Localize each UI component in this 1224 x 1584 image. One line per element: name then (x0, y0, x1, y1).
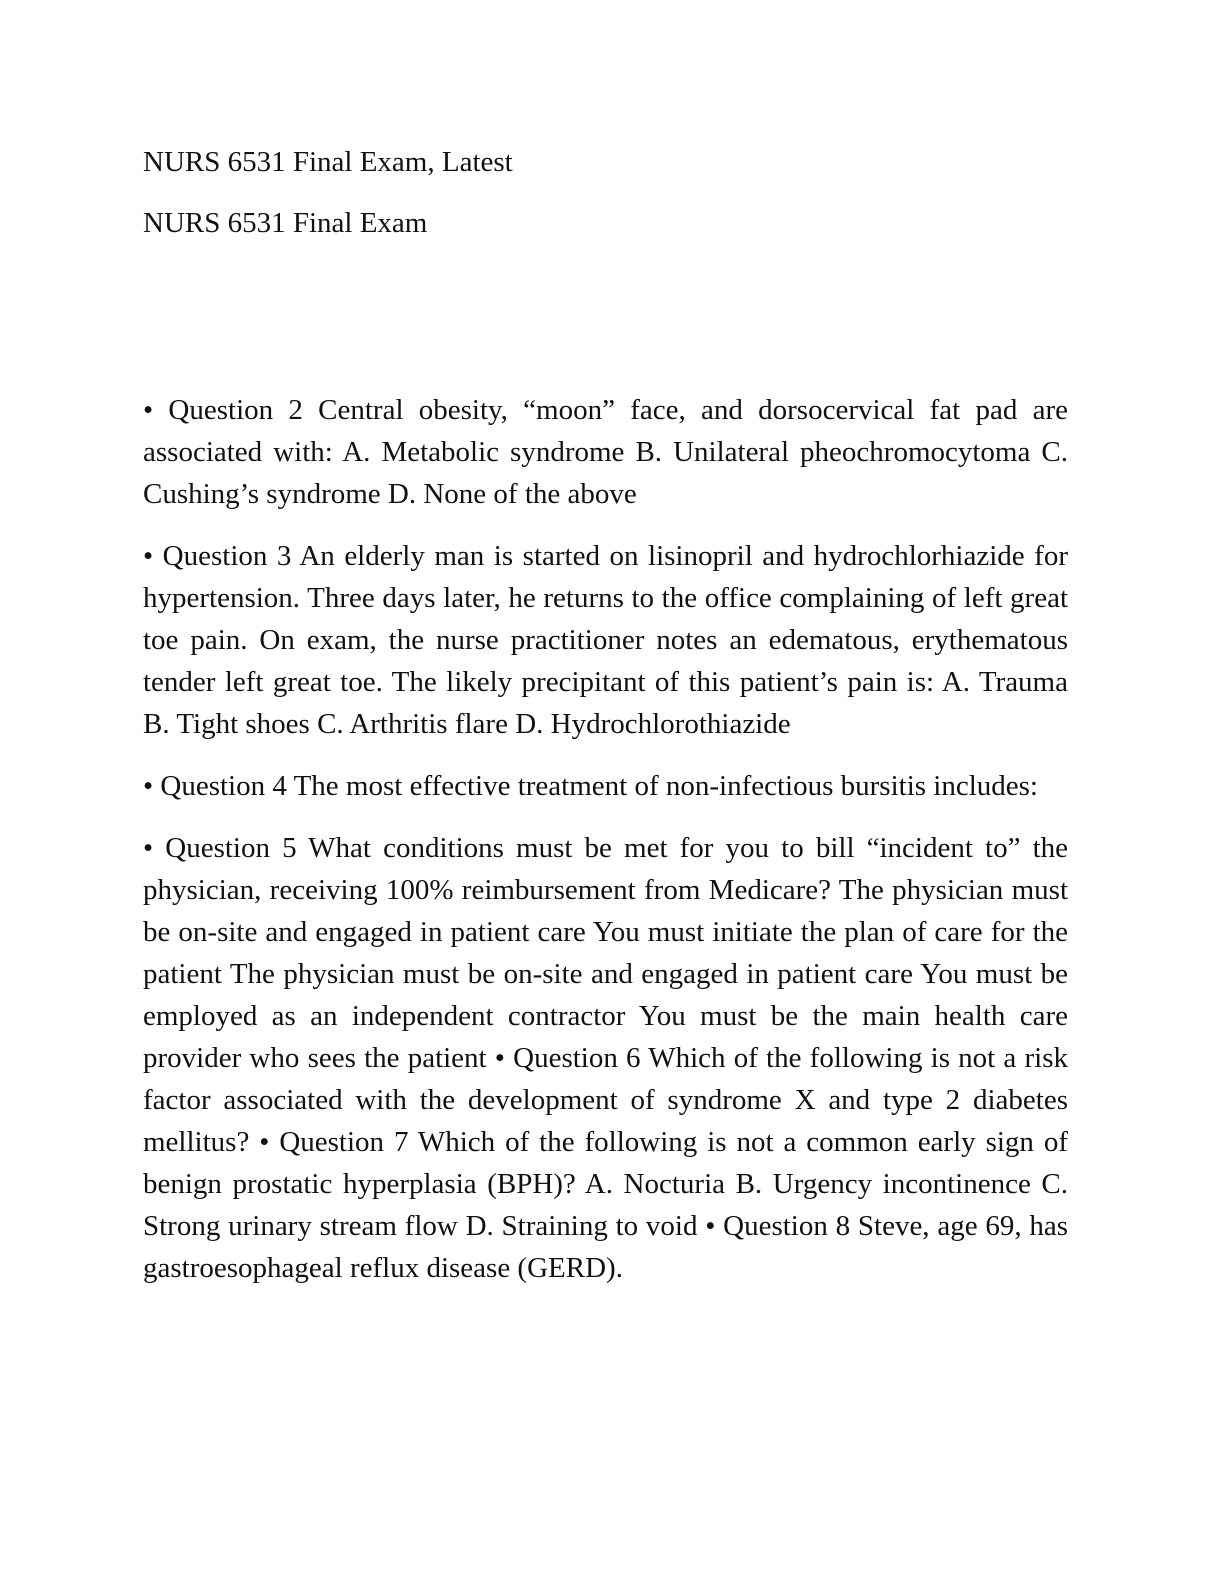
question-3-paragraph: • Question 3 An elderly man is started on lisinopril and hydrochlorhiazide for hypertension. Three days later, he returns to the office complaining of left great toe pain. On exam, the nurse practitioner notes an edematous, erythematous tender left great toe. The likely precipitant of this patient’s pain is: A. Trauma B. Tight shoes C. Arthritis flare D. Hydrochlorothiazide (143, 540, 1068, 740)
question-2-paragraph: • Question 2 Central obesity, “moon” face, and dorsocervical fat pad are associated with: A. Metabolic syndrome B. Unilateral pheochromocytoma C. Cushing’s syndrome D. None of the above (143, 394, 1068, 510)
question-5-paragraph: • Question 5 What conditions must be met for you to bill “incident to” the physician, receiving 100% reimbursement from Medicare? The physician must be on-site and engaged in patient care You must initiate the plan of care for the patient The physician must be on-site and engaged in patient care You must be employed as an independent contractor You must be the main health care provider who sees the patient • Question 6 Which of the following is not a risk factor associated with the development of syndrome X and type 2 diabetes mellitus? • Question 7 Which of the following is not a common early sign of benign prostatic hyperplasia (BPH)? A. Nocturia B. Urgency incontinence C. Strong urinary stream flow D. Straining to void • Question 8 Steve, age 69, has gastroesophageal reflux disease (GERD). (143, 832, 1068, 1284)
document-subtitle: NURS 6531 Final Exam (143, 207, 428, 239)
question-4-paragraph: • Question 4 The most effective treatment of non-infectious bursitis includes: (143, 770, 1038, 802)
document-body (143, 389, 1068, 1309)
document-title: NURS 6531 Final Exam, Latest (143, 146, 513, 178)
